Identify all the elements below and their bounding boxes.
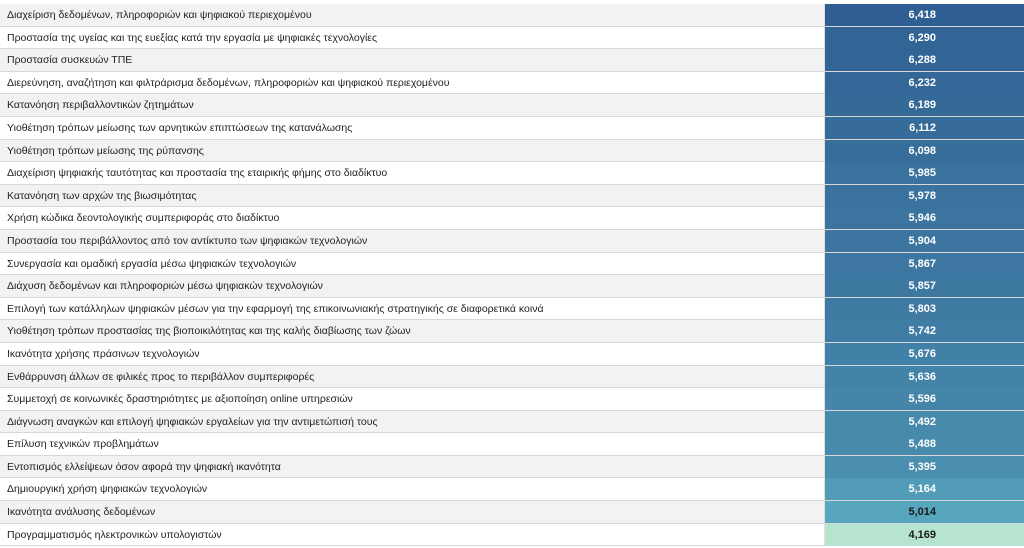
value-label: 6,288 — [908, 54, 936, 67]
row-label: Διαχείριση δεδομένων, πληροφοριών και ψηφιακού περιεχομένου — [7, 9, 312, 21]
value-label: 6,232 — [908, 76, 936, 89]
row-label: Ικανότητα χρήσης πράσινων τεχνολογιών — [7, 347, 200, 360]
value-cell — [824, 411, 1024, 433]
table-row — [0, 27, 1024, 50]
table-row — [0, 411, 1024, 434]
table-row — [0, 117, 1024, 140]
value-cell — [824, 253, 1024, 275]
value-cell — [824, 388, 1024, 410]
table-row — [0, 501, 1024, 524]
value-label: 6,418 — [908, 9, 936, 21]
row-label: Προστασία της υγείας και της ευεξίας κατά την εργασία με ψηφιακές τεχνολογίες — [7, 31, 378, 44]
row-label: Υιοθέτηση τρόπων μείωσης των αρνητικών επιπτώσεων της κατανάλωσης — [7, 121, 353, 134]
value-cell — [824, 478, 1024, 500]
value-cell — [824, 230, 1024, 252]
table-row — [0, 275, 1024, 298]
row-label: Χρήση κώδικα δεοντολογικής συμπεριφοράς στο διαδίκτυο — [7, 212, 280, 225]
value-cell — [824, 27, 1024, 49]
value-label: 5,164 — [908, 483, 936, 496]
value-label: 6,189 — [908, 99, 936, 112]
value-label: 5,978 — [908, 189, 936, 202]
value-label: 5,946 — [908, 212, 936, 225]
value-label: 5,492 — [908, 415, 936, 428]
table-row — [0, 343, 1024, 366]
value-label: 5,488 — [908, 438, 936, 451]
table-row — [0, 230, 1024, 253]
table-row — [0, 366, 1024, 389]
value-cell — [824, 162, 1024, 184]
table-row — [0, 433, 1024, 456]
table-row — [0, 207, 1024, 230]
value-label: 5,867 — [908, 257, 936, 270]
row-label: Ενθάρρυνση άλλων σε φιλικές προς το περιβάλλον συμπεριφορές — [7, 370, 315, 383]
value-label: 5,395 — [908, 460, 936, 473]
row-label: Συμμετοχή σε κοινωνικές δραστηριότητες με αξιοποίηση online υπηρεσιών — [7, 393, 353, 406]
table-row — [0, 185, 1024, 208]
row-label: Διάχυση δεδομένων και πληροφοριών μέσω ψηφιακών τεχνολογιών — [7, 280, 323, 293]
table-row — [0, 162, 1024, 185]
value-cell — [824, 298, 1024, 320]
table-row — [0, 140, 1024, 163]
value-label: 5,596 — [908, 393, 936, 406]
row-label: Προστασία συσκευών ΤΠΕ — [7, 54, 133, 67]
table-row — [0, 72, 1024, 95]
value-cell — [824, 72, 1024, 94]
value-label: 5,904 — [908, 234, 936, 247]
value-label: 5,742 — [908, 325, 936, 338]
row-label: Επίλυση τεχνικών προβλημάτων — [7, 438, 159, 451]
table-row — [0, 524, 1024, 547]
value-cell — [824, 49, 1024, 71]
row-label: Κατανόηση των αρχών της βιωσιμότητας — [7, 189, 197, 202]
table-row — [0, 388, 1024, 411]
value-cell — [824, 117, 1024, 139]
value-cell — [824, 4, 1024, 26]
value-cell — [824, 501, 1024, 523]
row-label: Διαχείριση ψηφιακής ταυτότητας και προστασία της εταιρικής φήμης στο διαδίκτυο — [7, 167, 388, 180]
table-row — [0, 94, 1024, 117]
table-row — [0, 253, 1024, 276]
table-row — [0, 4, 1024, 27]
row-label: Εντοπισμός ελλείψεων όσον αφορά την ψηφιακή ικανότητα — [7, 460, 281, 473]
value-label: 5,676 — [908, 347, 936, 360]
row-label: Προστασία του περιβάλλοντος από τον αντίκτυπο των ψηφιακών τεχνολογιών — [7, 234, 368, 247]
value-label: 5,803 — [908, 302, 936, 315]
row-label: Επιλογή των κατάλληλων ψηφιακών μέσων για την εφαρμογή της επικοινωνιακής στρατηγικής σε διαφορετικά κοινά — [7, 302, 544, 315]
value-cell — [824, 207, 1024, 229]
value-cell — [824, 94, 1024, 116]
row-label: Διερεύνηση, αναζήτηση και φιλτράρισμα δεδομένων, πληροφοριών και ψηφιακού περιεχομένου — [7, 76, 450, 89]
value-cell — [824, 433, 1024, 455]
competency-score-table — [0, 4, 1024, 546]
row-label: Διάγνωση αναγκών και επιλογή ψηφιακών εργαλείων για την αντιμετώπισή τους — [7, 415, 378, 428]
value-cell — [824, 185, 1024, 207]
value-cell — [824, 456, 1024, 478]
row-label: Κατανόηση περιβαλλοντικών ζητημάτων — [7, 99, 194, 112]
value-cell — [824, 320, 1024, 342]
value-label: 6,112 — [909, 121, 936, 134]
value-label: 5,857 — [908, 280, 936, 293]
row-label: Προγραμματισμός ηλεκτρονικών υπολογιστών — [7, 528, 222, 541]
row-label: Υιοθέτηση τρόπων προστασίας της βιοποικιλότητας και της καλής διαβίωσης των ζώων — [7, 325, 411, 338]
value-label: 5,985 — [908, 167, 936, 180]
row-label: Συνεργασία και ομαδική εργασία μέσω ψηφιακών τεχνολογιών — [7, 257, 297, 270]
value-cell — [824, 140, 1024, 162]
value-cell — [824, 275, 1024, 297]
value-cell — [824, 366, 1024, 388]
value-label: 5,636 — [908, 370, 936, 383]
value-label: 5,014 — [908, 506, 936, 519]
value-cell — [824, 343, 1024, 365]
value-cell — [824, 524, 1024, 546]
table-row — [0, 456, 1024, 479]
row-label: Ικανότητα ανάλυσης δεδομένων — [7, 506, 156, 519]
table-row — [0, 478, 1024, 501]
value-label: 6,098 — [908, 144, 936, 157]
table-row — [0, 320, 1024, 343]
table-row — [0, 49, 1024, 72]
value-label: 6,290 — [908, 31, 936, 44]
value-label: 4,169 — [908, 528, 936, 541]
row-label: Υιοθέτηση τρόπων μείωσης της ρύπανσης — [7, 144, 204, 157]
table-row — [0, 298, 1024, 321]
row-label: Δημιουργική χρήση ψηφιακών τεχνολογιών — [7, 483, 208, 496]
